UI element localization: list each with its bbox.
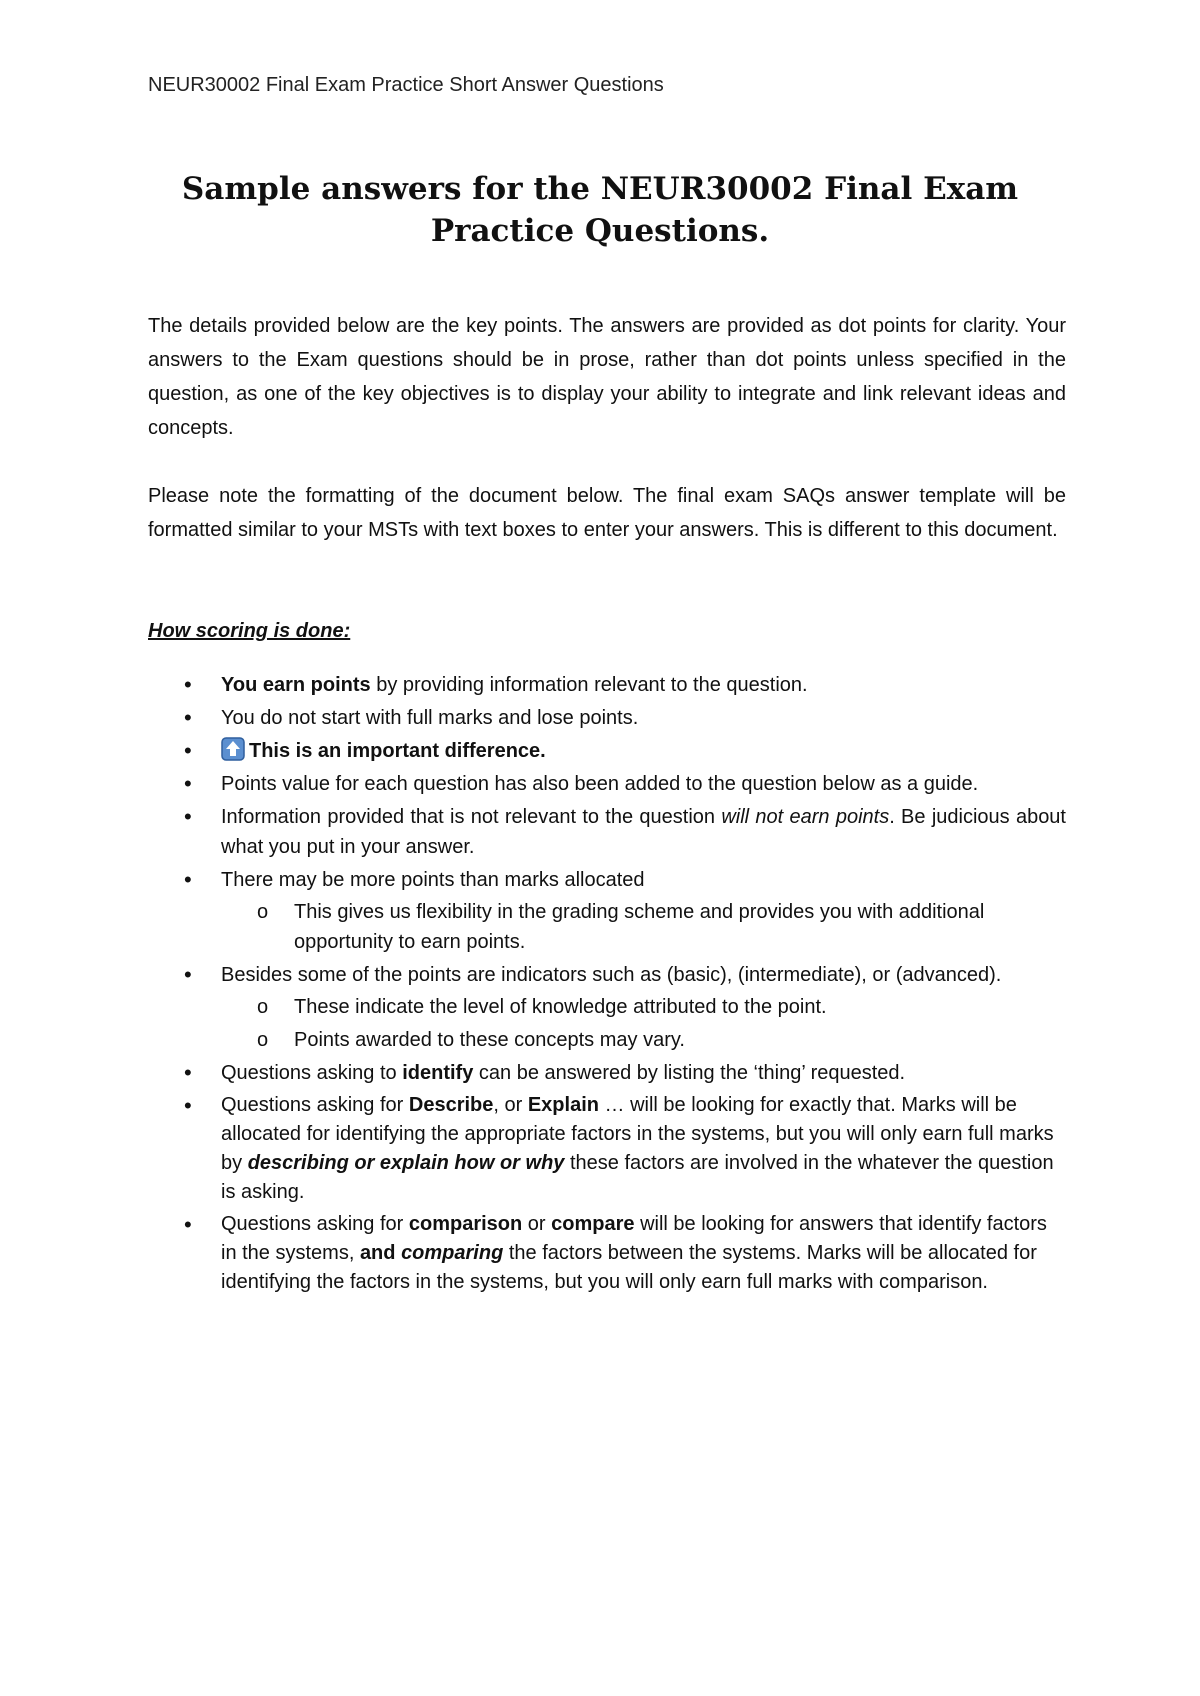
running-header: NEUR30002 Final Exam Practice Short Answer Questions [148,74,664,96]
item-text: can be answered by listing the ‘thing’ requested. [473,1062,906,1084]
item-text: . Be judicious about what you put in your answer. [221,806,1066,858]
item-text: Questions asking for [221,1213,409,1235]
item-text: There may be more points than marks allocated [221,869,645,891]
item-text: Questions asking for [221,1094,409,1116]
item-text: will be looking for answers that identify factors in the systems, [221,1213,1047,1264]
bold-text: Describe [408,1094,494,1116]
item-text: , or [493,1094,528,1116]
bold-text: compare [551,1213,635,1235]
sub-list [221,897,1066,957]
list-item [148,865,1066,957]
list-item [148,960,1066,1055]
italic-text: will not earn points [721,806,890,828]
bold-text: Explain [527,1094,599,1116]
title-line-1: Sample answers for the NEUR30002 Final Exam [181,171,1019,207]
list-item [148,802,1066,862]
scoring-heading: How scoring is done: [148,620,351,642]
list-item [148,736,1066,766]
item-text: the factors between the systems. Marks will be allocated for identifying the factors in the systems, but you will only earn full marks with comparison. [221,1242,1037,1293]
title-line-2: Practice Questions. [430,213,770,249]
item-text: or [522,1213,552,1235]
item-text: Points value for each question has also been added to the question below as a guide. [221,773,979,795]
note-paragraph: Please note the formatting of the document below. The final exam SAQs answer template will be formatted similar to your MSTs with text boxes to enter your answers. This is different to this document. [148,485,1066,541]
item-text: Information provided that is not relevant to the question [221,806,722,828]
item-text: these factors are involved in the whatever the question is asking. [221,1152,1054,1203]
bold-text: identify [402,1062,474,1084]
item-text: by providing information relevant to the question. [370,674,808,696]
bold-italic-text: describing or explain how or why [247,1152,565,1174]
bold-italic-text: comparing [401,1242,504,1264]
item-text: Questions asking to [221,1062,403,1084]
bold-text: and [359,1242,396,1264]
item-text: You do not start with full marks and lose points. [221,707,639,729]
sub-list-item: o These indicate the level of knowledge attributed to the point. [221,992,1066,1022]
sub-list [221,992,1066,1055]
list-item [148,1210,1066,1297]
item-text: Besides some of the points are indicators such as (basic), (intermediate), or (advanced). [221,964,1002,986]
list-item [148,670,1066,700]
item-text: … will be looking for exactly that. Marks will be allocated for identifying the appropriate factors in the systems, but you will only earn full marks by [221,1094,1054,1174]
scoring-list [148,670,1066,1300]
bold-text: You earn points [221,674,371,696]
list-item [148,703,1066,733]
up-arrow-icon [221,737,245,761]
list-item [148,769,1066,799]
list-item [148,1091,1066,1207]
list-item [148,1058,1066,1088]
sub-list-item: o This gives us flexibility in the grading scheme and provides you with additional opportunity to earn points. [221,897,1066,957]
bold-text: comparison [408,1213,523,1235]
intro-paragraph: The details provided below are the key points. The answers are provided as dot points for clarity. Your answers to the Exam questions should be in prose, rather than dot points unless specified in the question, as one of the key objectives is to display your ability to integrate and link relevant ideas and concepts. [148,315,1066,439]
bold-text: This is an important difference. [249,740,546,762]
sub-list-item: o Points awarded to these concepts may vary. [221,1025,1066,1055]
document-title [150,168,1050,252]
